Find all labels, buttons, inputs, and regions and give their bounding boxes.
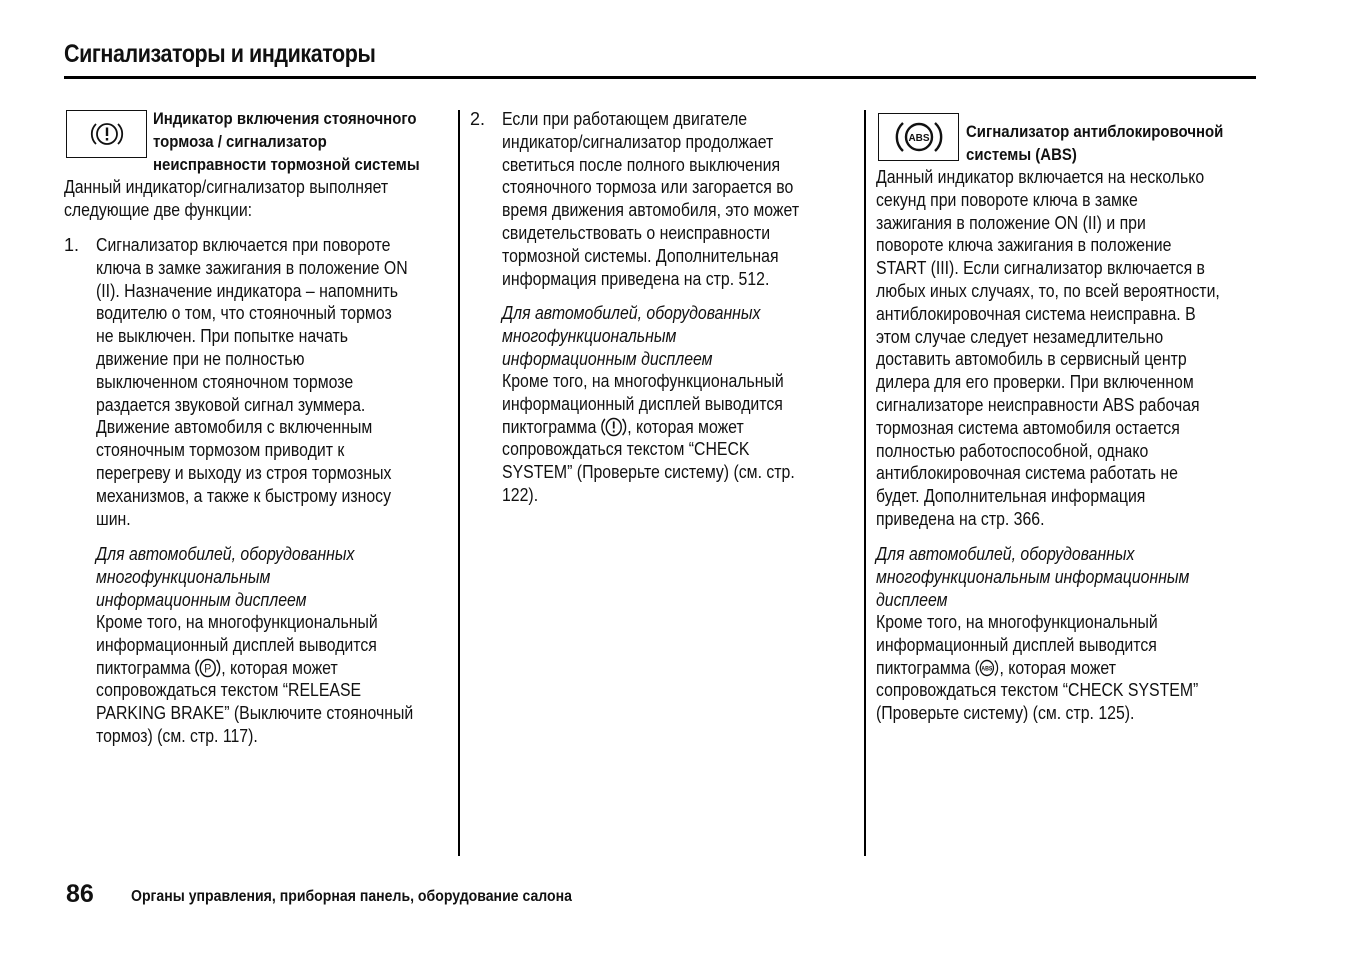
abs-heading: Сигнализатор антиблокировочной системы (ABS) [966,122,1224,164]
col2-italic-note: Для автомобилей, оборудованных многофункциональным информационным дисплеем [502,303,761,369]
svg-text:ABS: ABS [981,665,993,673]
abs-small-icon [975,657,1000,679]
parking-brake-heading: Индикатор включения стояночного тормоза / сигнализатор неисправности тормозной системы [153,109,420,174]
col2-item-text: Если при работающем двигателе индикатор/сигнализатор продолжает светиться после полного выключения стояночного тормоза или загорается во время движения автомобиля, это может свидетельствовать о неисправности тормозной системы. Дополнительная информация приведена на стр. 512. [502,109,800,289]
parking-p-icon [195,657,221,679]
footer-section-title: Органы управления, приборная панель, оборудование салона [131,888,572,905]
column-divider [864,110,866,856]
col1-intro: Данный индикатор/сигнализатор выполняет следующие две функции: [64,177,389,220]
col1-item-text: Сигнализатор включается при повороте ключа в замке зажигания в положение ON (II). Назначение индикатора – напомнить водителю о том, что стояночный тормоз не выключен. При попытке начать движение при не полностью выключенном стояночном тормозе раздается звуковой сигнал зуммера. Движение автомобиля с включенным стояночным тормозом приводит к перегреву и выходу из строя тормозных механизмов, а также к быстрому износу шин. [96,235,408,529]
brake-warning-icon-box [66,110,147,158]
col3-body-text: Данный индикатор включается на несколько секунд при повороте ключа в замке зажигания в положение ON (II) и при повороте ключа зажигания в положение START (III). Если сигнализатор включается в любых иных случаях, то, по всей вероятности, антиблокировочная система неисправна. В этом случае следует незамедлительно доставить автомобиль в сервисный центр дилера для его проверки. При включенном сигнализаторе неисправности ABS рабочая тормозная система автомобиля остается полностью работоспособной, однако антиблокировочная система работать не будет. Дополнительная информация приведена на стр. 366. [876,167,1220,529]
col1-italic-note: Для автомобилей, оборудованных многофункциональным информационным дисплеем [96,544,355,610]
col1-extra-text: Кроме того, на многофункциональный информационный дисплей выводится пиктограмма P , которая может сопровождаться текстом “RELEASE PARKING BRAKE” (Выключите стояночный тормоз) (см. стр. 117). [96,612,414,746]
svg-text:P: P [204,662,212,676]
svg-text:ABS: ABS [907,133,930,144]
title-rule [64,76,1256,79]
abs-warning-icon [889,117,949,157]
brake-warning-small-icon [601,416,627,438]
list-number: 1. [64,235,80,255]
brake-warning-icon [87,119,127,149]
col2-extra-text: Кроме того, на многофункциональный информационный дисплей выводится пиктограмма , которая может сопровождаться текстом “CHECK SYSTEM” (Проверьте систему) (см. стр. 122). [502,371,795,505]
list-number: 2. [470,109,486,129]
abs-warning-icon-box [878,113,959,161]
col3-italic-note: Для автомобилей, оборудованных многофункциональным информационным дисплеем [876,544,1190,610]
column-divider [458,110,460,856]
col3-extra-text: Кроме того, на многофункциональный информационный дисплей выводится пиктограмма ABS , которая может сопровождаться текстом “CHECK SYSTEM” (Проверьте систему) (см. стр. 125). [876,612,1199,724]
page-title: Сигнализаторы и индикаторы [64,40,376,68]
page-number: 86 [66,880,94,908]
